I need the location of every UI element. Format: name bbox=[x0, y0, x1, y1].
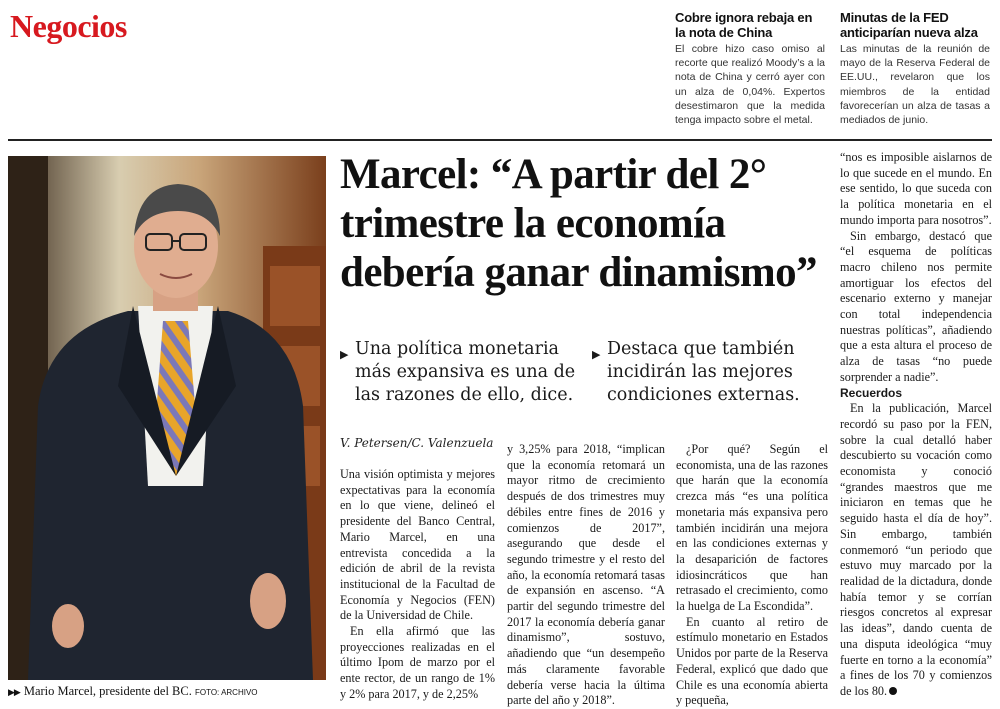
deck-text: Destaca que también incidirán las mejores condiciones externas. bbox=[607, 339, 800, 405]
body-paragraph: “nos es imposible aislarnos de lo que sucede en el mundo. En ese sentido, lo que suceda con la política monetaria en el mundo importa para nosotros”. bbox=[840, 150, 992, 227]
body-paragraph: En ella afirmó que las proyecciones realizadas en el último Ipom de marzo por el ente rector, de un rango de 1% y 2% para 2017, y de 2,25% bbox=[340, 624, 495, 701]
news-brief-copper bbox=[675, 10, 825, 127]
headline: Marcel: “A partir del 2° trimestre la economía debería ganar dinamismo” bbox=[340, 151, 817, 296]
body-paragraph: En cuanto al retiro de estímulo monetario en Estados Unidos por parte de la Reserva Federal, explicó que dado que Chile es una economía abierta y pequeña, bbox=[676, 614, 828, 708]
article-photo bbox=[8, 156, 326, 680]
body-paragraph: Sin embargo, destacó que “el esquema de políticas macro chileno nos permite amortiguar los efectos del escenario externo y manejar con total independencia nuestras políticas”, añadiendo que a esta altura el proceso de alza de tasas “no puede sorprender a nadie”. bbox=[840, 228, 992, 384]
end-mark-icon bbox=[889, 687, 897, 695]
deck-text: Una política monetaria más expansiva es una de las razones de ello, dice. bbox=[355, 339, 576, 405]
subhead: Recuerdos bbox=[840, 385, 903, 400]
news-brief-fed bbox=[840, 10, 990, 127]
deck-point bbox=[592, 338, 832, 407]
photo-caption bbox=[8, 684, 258, 699]
deck-point bbox=[340, 338, 580, 407]
byline: V. Petersen/C. Valenzuela bbox=[340, 436, 494, 450]
top-divider bbox=[8, 139, 992, 141]
body-column-3 bbox=[676, 442, 828, 709]
body-column-1 bbox=[340, 467, 495, 703]
triangle-bullet-icon: ▶ bbox=[592, 348, 601, 361]
body-paragraph: y 3,25% para 2018, “implican que la economía retomará un mayor ritmo de crecimiento después de dos trimestres muy débiles entre fines de 2016 y comienzos de 2017”, asegurando que desde el segundo trimestre y el resto del año, la economía retomará tasas de expansión en ascenso. “A partir del segundo trimestre del 2017 la economía debería ganar dinamismo”, sostuvo, añadiendo que “un desempeño más claramente favorable debería verse hacia la última parte del año y 2018”. bbox=[507, 442, 665, 708]
caption-marker: ▶▶ bbox=[8, 687, 20, 697]
brief-title: Minutas de la FED anticiparían nueva alza bbox=[840, 10, 978, 40]
body-paragraph: ¿Por qué? Según el economista, una de las razones que harán que la economía crezca más “es una política monetaria más expansiva pero también incidirán una mejora en las condiciones externas y la desaparición de factores idiosincráticos que han retrasado el crecimiento, como la huelga de La Escondida”. bbox=[676, 442, 828, 614]
triangle-bullet-icon: ▶ bbox=[340, 348, 349, 361]
brief-body: El cobre hizo caso omiso al recorte que realizó Moody’s a la nota de China y cerró ayer con un alza de 0,04%. Expertos desestimaron que la medida tenga impacto sobre el metal. bbox=[675, 43, 825, 127]
body-column-4 bbox=[840, 150, 992, 700]
body-column-2 bbox=[507, 442, 665, 709]
caption-text: Mario Marcel, presidente del BC. bbox=[23, 684, 192, 698]
section-title: Negocios bbox=[10, 8, 127, 44]
body-paragraph: Una visión optimista y mejores expectativas para la economía en lo que viene, delineó el presidente del Banco Central, Mario Marcel, en una entrevista concedida a la edición de abril de la revista institucional de la Facultad de Economía y Negocios (FEN) de la Universidad de Chile. bbox=[340, 467, 495, 623]
photo-credit: FOTO: ARCHIVO bbox=[194, 688, 258, 697]
photo-illustration bbox=[8, 156, 326, 680]
brief-body: Las minutas de la reunión de mayo de la Reserva Federal de EE.UU., revelaron que los miembros de la entidad favorecerían un alza de tasas a mediados de junio. bbox=[840, 43, 990, 127]
brief-title: Cobre ignora rebaja en la nota de China bbox=[675, 10, 813, 40]
body-paragraph bbox=[840, 401, 992, 699]
body-text: En la publicación, Marcel recordó su paso por la FEN, sobre la cual detalló haber descubierto su vocación como economista y conoció “grandes maestros que me iniciaron en temas que he seguido hasta el día de hoy”. Sin embargo, también conmemoró “un periodo que estuvo muy marcado por la realidad de la dictadura, donde había temor y se corrían riesgos concretos al expresar las ideas”, dando cuenta de una disputa ideológica “muy fuerte en torno a la economía” a fines de los 70 y comienzos de los 80. bbox=[840, 401, 992, 698]
